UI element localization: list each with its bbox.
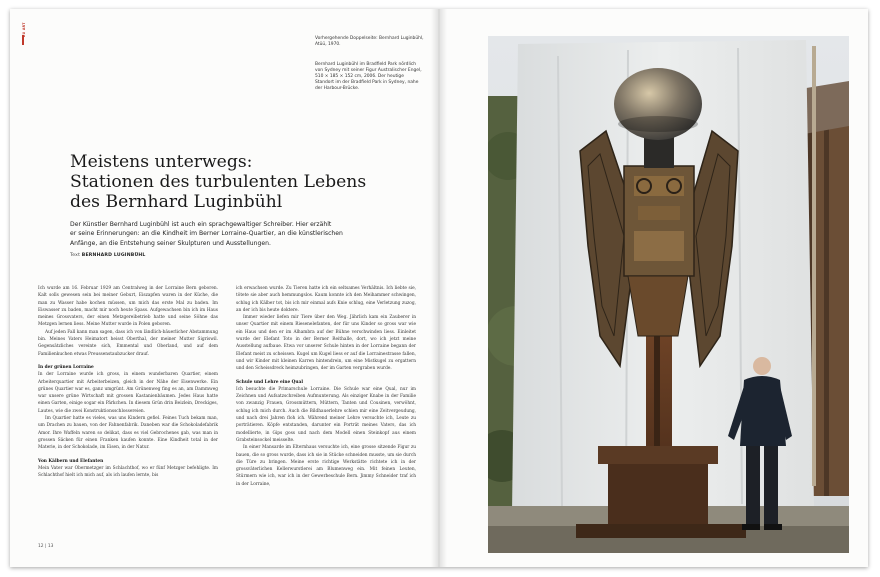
subheading: In der grünen Lorraine xyxy=(38,364,94,370)
photo-illustration xyxy=(488,36,849,553)
subheading: Schule und Lehre eine Qual xyxy=(236,379,303,385)
title-line: Stationen des turbulenten Lebens xyxy=(70,172,367,192)
caption-previous-spread: Vorhergehende Doppelseite: Bernhard Luginbühl, Atüü, 1970. xyxy=(315,36,424,47)
paragraph: Auf jeden Fall kann man sagen, dass ich von ländlich-bäuerlicher Abstammung bin. Meines Vaters Heimatort heisst Oberthal, der meiner Mutter Sigriswil. Gegensätzliches vereinte sich, Emmental und Oberland, und auf dem Familienkuchen etwas Preussenstaubzucker drauf. xyxy=(38,329,218,357)
paragraph: In der Lorraine wurde ich gross, in einem wunderbaren Quartier, einem Arbeiterquartier mit Arbeiterbeizen, gleich in der Nähe der Eisenwerke. Ein grünes Quartier war es, ganz umgrünt. Am Grünenweg fing es an, am Dammweg war unsere grüne Wirtschaft mit grossen Kastanienbäumen. Jedes Haus hatte einen Garten, einige sogar ein Pärkchen. In diesem Grün drin Beizlein, Dreckiges, Lautes, wie die zwei Konstruktionsschlossereien. xyxy=(38,372,218,414)
title-line: des Bernhard Luginbühl xyxy=(70,192,283,212)
left-page xyxy=(10,9,439,567)
page-numbers: 12 | 13 xyxy=(38,544,54,549)
paragraph: In einer Mansarde im Elternhaus versuchte ich, eine grosse sitzende Figur zu bauen, die so gross wurde, dass ich sie in Stücke schneiden musste, um sie durch die Türe zu bringen. Meine erste richtige Werkstätte richtete ich in der grossväterlichen Kellerwurstlerei am Blumenweg ein. Mit feinen Leuten, Stürmern wie ich, war ich in der Gewerbeschule Bern. Jimmy Schneider traf ich in der Lorraine, xyxy=(236,445,416,487)
paragraph: Ich wurde am 16. Februar 1929 am Centralweg in der Lorraine Bern geboren. Kalt solls gewesen sein bei meiner Geburt, Eiszapfen waren in der Küche, die man zu Wasser habe kochen müssen, um mich das erste Mal zu baden. Im Eiswasser zu baden, macht mir noch heute Spass. Aufgewachsen bin ich im Haus meines Grossvaters, der einen Metzgereibetrieb hatte und seine Söhne das Metzgen lernen liess. Meine Mutter wurde in Polen geboren. xyxy=(38,286,218,328)
title-line: Meistens unterwegs: xyxy=(70,152,253,172)
right-page xyxy=(439,9,868,567)
magazine-spread xyxy=(10,9,868,567)
lead-line: Anfänge, an die Entstehung seiner Skulpturen und Ausstellungen. xyxy=(70,239,271,247)
byline-prefix: Text xyxy=(70,253,81,258)
text-column-1 xyxy=(38,285,218,479)
lead-line: er seine Erinnerungen: an die Kindheit im Berner Lorraine-Quartier, an die künstlerischen xyxy=(70,230,343,238)
paragraph: Im Quartier hatte es vieles, was uns Kindern gefiel. Feines Tuch bekam man, um Drachen zu bauen, von der Fahnenfabrik. Daneben war die Schokoladefabrik Amor. Ihre Waffeln waren so delikat, dass es viel Gebrochenes gab, was man in grossen Säcken für einen Franken kaufen konnte. Eine Kindheit total in der Materie, in der Schokolade, im Eisen, in der Natur. xyxy=(38,416,218,451)
caption-photo: Bernhard Luginbühl im Bradfield Park nördlich von Sydney mit seiner Figur Australischer Engel, 510 × 185 × 152 cm, 2006. Der heutige Standort im der Bradfield Park in Sydney, nahe der Harbour-Brücke. xyxy=(315,62,422,91)
subheading: Von Kälbern und Elefanten xyxy=(38,458,104,464)
lead-line: Der Künstler Bernhard Luginbühl ist auch ein sprachgewaltiger Schreiber. Hier erzählt xyxy=(70,221,332,228)
article-title xyxy=(70,152,390,212)
section-tag: ZU ART xyxy=(22,22,26,37)
sculpture-photo xyxy=(488,36,849,553)
paragraph: Immer wieder liefen mir Tiere über den Weg. Jährlich kam ein Zauberer in unser Quartier mit einem Riesenelefanten, der für uns Kinder so gross war wie ein Haus und den er im Alhambra auf der Bühne verschwinden liess. Einleitet wurde der Elefant Toto in der Berner Reithalle, dort, wo ich jetzt meine Ausstellung aufbaue. Etwa vor unserer Schule hinten in der Lorraine begann der Elefant meist zu scheissen. Kugel um Kugel liess er auf die Lorrainestrasse fallen, und wir Kinder mit kleinen Karren hintendrein, um eine Mistkugel zu ergattern und den Scheissdreck heimzubringen, der im Garten vergraben wurde. xyxy=(236,315,416,372)
article-lead xyxy=(70,220,385,248)
sculpture-base xyxy=(598,446,718,464)
byline-author: BERNHARD LUGINBÜHL xyxy=(81,253,146,258)
paragraph: Ich besuchte die Primarschule Lorraine. Die Schule war eine Qual, nur im Zeichnen und Aufsatzschreiben Aufmunterung. Als einziger Knabe in der Familie von zwanzig Frauen, Grossmüttern, Müttern, Tanten und Cousinen, verwöhnt, schlug ich mich durch. Auch die Bildhauerlehre schien mir eine Zeitvergeudung, und nach drei Jahren floh ich. Während meiner Lehre versuchte ich, Leute zu porträtieren. Köpfe entstanden, darunter ein Porträt meines Vaters, das ich modellierte, in Gips goss und nach dem Modell einen Steinkopf aus einem Grabsteinsockel meisselte. xyxy=(236,386,416,443)
paragraph: ich erwachsen wurde. Zu Tieren hatte ich ein seltsames Verhältnis. Ich liebte sie, tötete sie aber auch hemmungslos. Kaum konnte ich den Meihammer schwingen, schlug ich Kälber tot, bis ich mir einmal aufs Knie schlug, eine Verletzung zuzog, an der ich bis heute doktere. xyxy=(236,286,416,313)
sculpture-neck xyxy=(644,136,674,168)
paragraph: Mein Vater war Obermetzger im Schlachthof, wo er fünf Metzger befehligte. Im Schlachthof hielt ich mich auf, als ich laufen lernte, bis xyxy=(38,465,218,479)
byline xyxy=(70,253,146,258)
page-gutter xyxy=(431,9,447,567)
text-column-2 xyxy=(236,285,416,488)
